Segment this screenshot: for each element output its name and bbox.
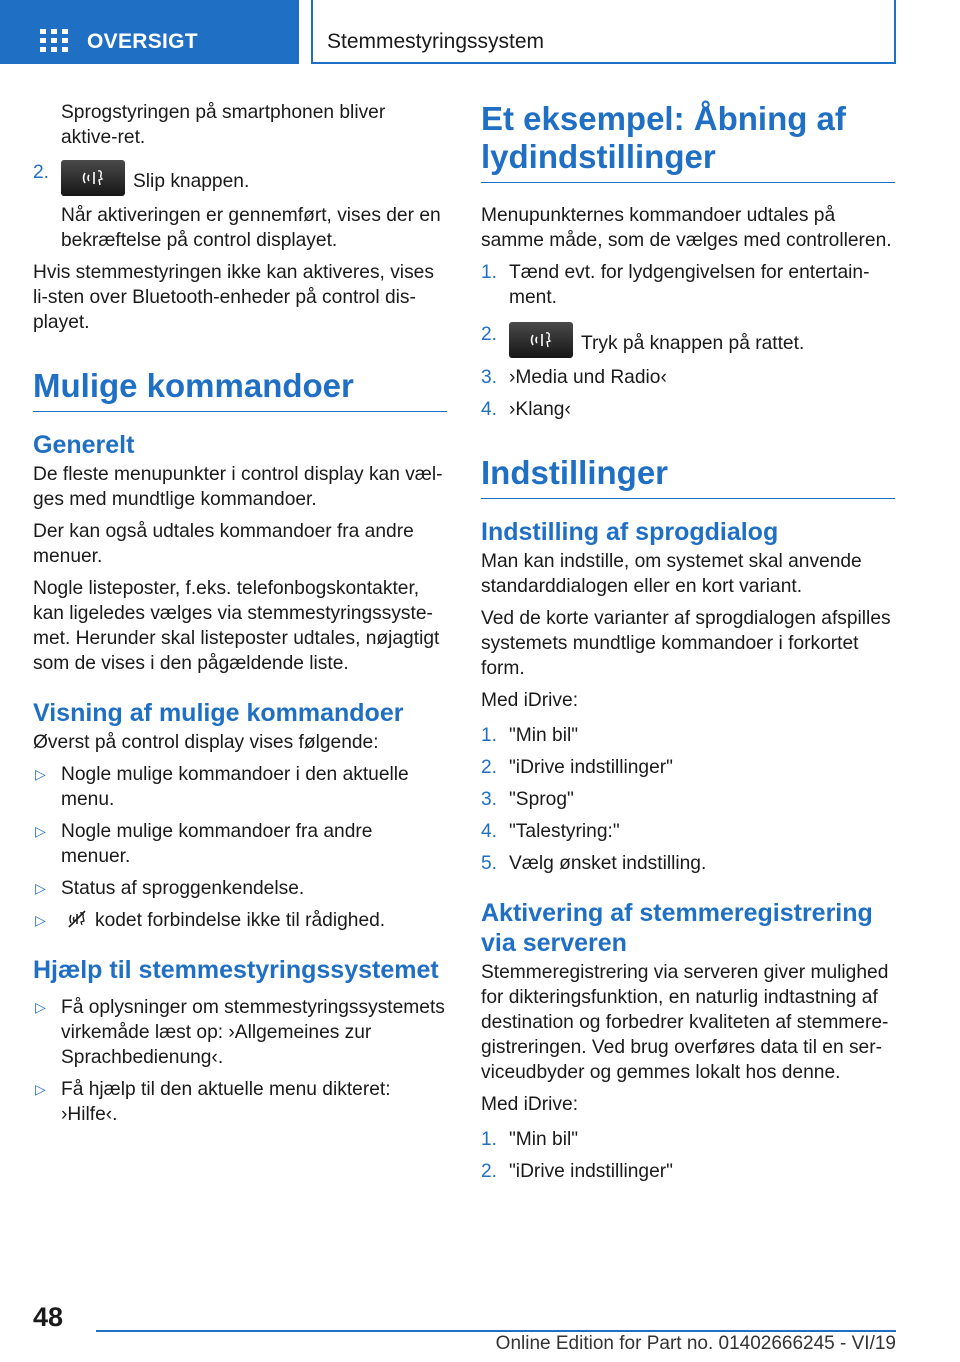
heading-eksempel: Et eksempel: Åbning af lydindstillinger bbox=[481, 100, 895, 183]
aktivering-idrive: Med iDrive: bbox=[481, 1094, 579, 1115]
list-item: 4. "Talestyring:" bbox=[481, 821, 620, 842]
visning-intro: Øverst på control display vises følgende: bbox=[33, 732, 379, 753]
left-column bbox=[33, 100, 447, 1134]
list-item: ▷ kodet forbindelse ikke til rådighed. bbox=[35, 910, 386, 931]
step-number: 2. bbox=[33, 162, 50, 183]
list-item: 2. Tryk på knappen på rattet. bbox=[481, 322, 895, 358]
generelt-paragraph-2: Der kan også udtales kommandoer fra andre menuer. bbox=[33, 521, 414, 567]
list-item: 3. ›Media und Radio‹ bbox=[481, 367, 667, 388]
bullet-triangle-icon: ▷ bbox=[35, 823, 46, 839]
bullet-triangle-icon: ▷ bbox=[35, 766, 46, 782]
generelt-paragraph-3: Nogle listeposter, f.eks. telefonbogskontakter, kan ligeledes vælges via stemmestyringssyste-met. Herunder skal listeposter udtales, nøjagtigt som de vises i den pågældende liste. bbox=[33, 578, 440, 674]
bullet-triangle-icon: ▷ bbox=[35, 880, 46, 896]
heading-generelt: Generelt bbox=[33, 431, 135, 459]
list-item: 1. "Min bil" bbox=[481, 725, 579, 746]
overview-tab[interactable] bbox=[0, 0, 299, 64]
list-item: 1. Tænd evt. for lydgengivelsen for entertain-ment. bbox=[481, 262, 870, 308]
list-item: 2. "iDrive indstillinger" bbox=[481, 1161, 673, 1182]
eksempel-paragraph: Menupunkternes kommandoer udtales på samme måde, som de vælges med controlleren. bbox=[481, 205, 892, 251]
sprogdialog-paragraph-1: Man kan indstille, om systemet skal anvende standarddialogen eller en kort variant. bbox=[481, 551, 862, 597]
header-title-box bbox=[311, 0, 896, 64]
right-column bbox=[481, 100, 895, 1191]
footer-edition: Online Edition for Part no. 01402666245 - VI/19 bbox=[495, 1333, 896, 1354]
step-2 bbox=[33, 160, 447, 196]
page-number: 48 bbox=[33, 1302, 64, 1332]
list-item: 4. ›Klang‹ bbox=[481, 399, 571, 420]
intro-text: Sprogstyringen på smartphonen bliver aktive-ret. bbox=[61, 102, 386, 148]
page-section-title: Stemmestyringssystem bbox=[327, 30, 545, 53]
step-2-text: Slip knappen. bbox=[133, 171, 250, 192]
bullet-triangle-icon: ▷ bbox=[35, 1081, 46, 1097]
sprogdialog-idrive: Med iDrive: bbox=[481, 690, 579, 711]
grid-icon bbox=[40, 29, 68, 53]
heading-sprogdialog: Indstilling af sprogdialog bbox=[481, 518, 779, 546]
heading-indstillinger: Indstillinger bbox=[481, 454, 895, 499]
list-item: ▷ Nogle mulige kommandoer fra andre menuer. bbox=[35, 821, 373, 867]
voice-command-icon bbox=[79, 168, 109, 188]
voice-button-image bbox=[509, 322, 573, 358]
heading-hjaelp: Hjælp til stemmestyringssystemet bbox=[33, 956, 439, 984]
list-item: 5. Vælg ønsket indstilling. bbox=[481, 853, 707, 874]
list-item: ▷ Få hjælp til den aktuelle menu dikteret: ›Hilfe‹. bbox=[35, 1079, 391, 1125]
list-item: ▷ Nogle mulige kommandoer i den aktuelle menu. bbox=[35, 764, 409, 810]
overview-tab-label: OVERSIGT bbox=[87, 30, 198, 53]
list-item: 1. "Min bil" bbox=[481, 1129, 579, 1150]
sprogdialog-paragraph-2: Ved de korte varianter af sprogdialogen afspilles systemets mundtlige kommandoer i forkortet form. bbox=[481, 608, 891, 679]
no-encrypted-connection-icon bbox=[67, 909, 87, 929]
list-item: 2. "iDrive indstillinger" bbox=[481, 757, 673, 778]
heading-aktivering: Aktivering af stemmeregistrering via serveren bbox=[481, 899, 873, 957]
list-item: ▷ Status af sproggenkendelse. bbox=[35, 878, 305, 899]
aktivering-paragraph: Stemmeregistrering via serveren giver mulighed for dikteringsfunktion, en naturlig indtastning af destination og forbedrer kvaliteten af stemmere-gistreringen. Ved brug overføres data til en ser-viceudbyder og gemmes lokalt hos denne. bbox=[481, 962, 889, 1083]
bluetooth-note: Hvis stemmestyringen ikke kan aktiveres, vises li-sten over Bluetooth-enheder på control dis-playet. bbox=[33, 262, 434, 333]
heading-mulige-kommandoer: Mulige kommandoer bbox=[33, 367, 447, 412]
list-item: ▷ Få oplysninger om stemmestyringssystemets virkemåde læst op: ›Allgemeines zur Sprachbedienung‹. bbox=[35, 997, 445, 1068]
voice-command-icon bbox=[527, 330, 557, 350]
generelt-paragraph-1: De fleste menupunkter i control display kan væl-ges med mundtlige kommandoer. bbox=[33, 464, 443, 510]
step-2-detail: Når aktiveringen er gennemført, vises der en bekræftelse på control displayet. bbox=[61, 205, 441, 251]
bullet-triangle-icon: ▷ bbox=[35, 999, 46, 1015]
voice-button-image bbox=[61, 160, 125, 196]
bullet-triangle-icon: ▷ bbox=[35, 912, 46, 928]
list-item: 3. "Sprog" bbox=[481, 789, 574, 810]
footer-divider bbox=[96, 1330, 896, 1332]
heading-visning: Visning af mulige kommandoer bbox=[33, 699, 404, 727]
